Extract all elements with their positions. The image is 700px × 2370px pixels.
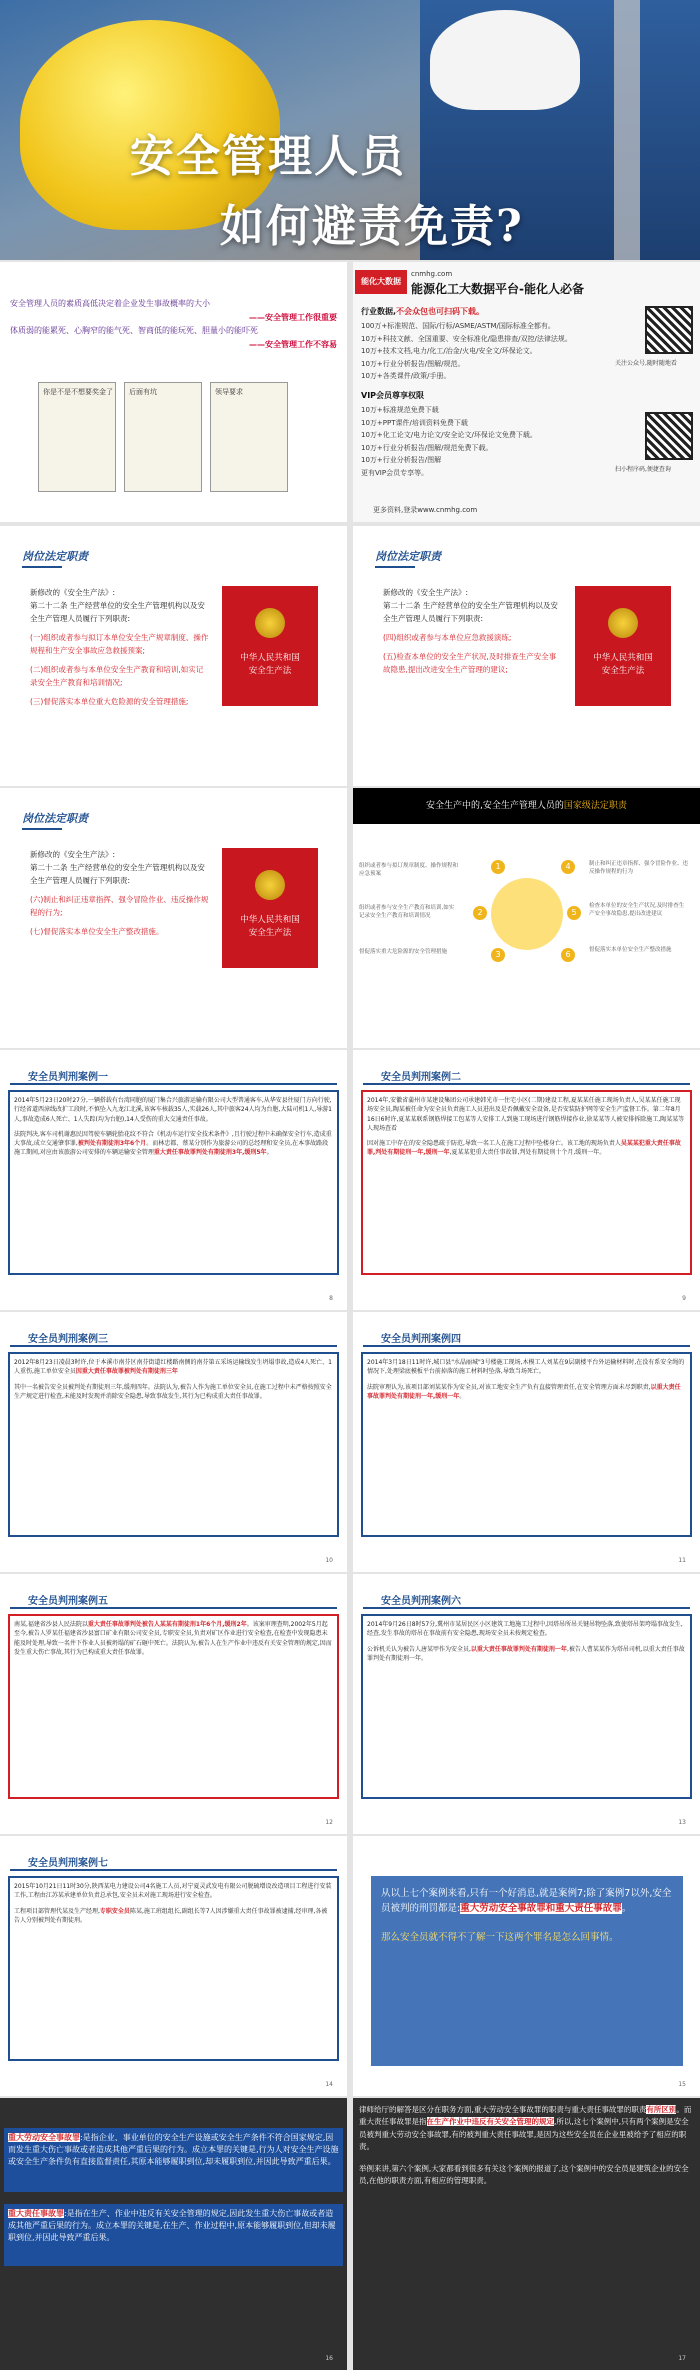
- case-highlight: 因重大责任事故罪被判处有期徒刑三年: [75, 1368, 178, 1376]
- case-title: 安全员判刑案例五: [28, 1596, 108, 1607]
- law-book-cover: [575, 586, 671, 706]
- case-highlight: 吴某某犯重大责任事故罪,判处有期徒刑一年,缓刑一年: [367, 1140, 681, 1157]
- crime-name: 重大责任事故罪: [8, 2209, 64, 2218]
- case-text-box: [8, 1090, 339, 1275]
- ad-list-1: [361, 320, 572, 383]
- title-underline: [375, 566, 415, 568]
- ad-list-item: 10万+科技文献、全国重要、安全标准化/隐患排查/双控/法律法规。: [361, 334, 572, 343]
- intro-line-2: 体质弱的能累死、心胸窄的能气死、智商低的能玩死、胆量小的能吓死: [10, 326, 258, 335]
- book-title-line: 安全生产法: [601, 666, 645, 676]
- case-text-box: [8, 1614, 339, 1799]
- case-paragraph: 。: [266, 1149, 273, 1157]
- slide-case-1: [0, 1050, 347, 1310]
- law-book-cover: [222, 848, 318, 968]
- slide-case-2: [353, 1050, 700, 1310]
- case-highlight: 以重大责任事故罪判处有期徒刑一年: [470, 1645, 567, 1653]
- definition-box-2: [4, 2204, 343, 2266]
- case-paragraph: 法院判决,客车司机谢惠民因驾驶车辆轮胎花纹不符合《机动车运行安全技术条件》,且行驶过程中未确保安全行车,造成重大事故,成立交通肇事罪,: [14, 1130, 332, 1148]
- ad-list-item: 10万+各类课件/政策/手册。: [361, 372, 451, 380]
- page-number: 16: [325, 2355, 333, 2362]
- case-highlight: 以重大责任事故罪判处有期徒刑一年,缓刑一年: [367, 1383, 681, 1400]
- ad-section-1-emphasis: 不会众包也可扫码下载。: [396, 307, 485, 316]
- slide-title: 岗位法定职责: [22, 550, 88, 563]
- case-paragraph: 公诉机关认为被告人唐某甲作为安全员,: [367, 1645, 471, 1653]
- book-title-line: 中华人民共和国: [240, 653, 300, 663]
- ad-section-1-label: 行业数据,: [361, 307, 397, 316]
- slide-case-3: [0, 1312, 347, 1572]
- law-article: 第二十二条 生产经营单位的安全生产管理机构以及安全生产管理人员履行下列职责:: [30, 863, 205, 885]
- ad-list-item: 10万+行业分析报告/图解/规范。: [361, 359, 465, 368]
- title-underline: [10, 1607, 337, 1609]
- slide-duty-2: [353, 526, 700, 786]
- cartoon-panel: [210, 382, 288, 492]
- slide-lawyer-answer: [353, 2098, 700, 2370]
- case-title: 安全员判刑案例一: [28, 1072, 108, 1083]
- case-paragraph: ,夏某某犯重大责任事故罪,判处有期徒刑十个月,缓刑一年。: [449, 1149, 606, 1157]
- case-title: 安全员判刑案例七: [28, 1858, 108, 1869]
- title-underline: [10, 1083, 337, 1085]
- answer-paragraph: ,所以,这七个案例中,只有两个案例是安全员被判重大劳动安全事故罪,有的被判重大责任事故罪,是因为这些安全员在企业里被给予了相应的职责。: [359, 2117, 689, 2151]
- case-title: 安全员判刑案例四: [381, 1334, 461, 1345]
- case-text-box: [361, 1352, 692, 1537]
- case-title: 安全员判刑案例三: [28, 1334, 108, 1345]
- hero-title-1: 安全管理人员: [130, 131, 406, 182]
- diagram-header-highlight: 国家级法定职责: [563, 801, 627, 811]
- slide-duty-1: [0, 526, 347, 786]
- cartoon-caption: 后面有坑: [129, 388, 157, 396]
- national-emblem-icon: [255, 608, 285, 638]
- law-text: [30, 586, 210, 708]
- cartoon-panel: [124, 382, 202, 492]
- page-number: 12: [325, 1819, 333, 1826]
- ad-list-item: 10万+技术文档,电力/化工/冶金/火电/安全文/环保论文。: [361, 347, 537, 355]
- cartoon-panel: [38, 382, 116, 492]
- ad-section-1: [361, 306, 484, 317]
- slide-ad: [353, 262, 700, 522]
- book-title-line: 安全生产法: [248, 666, 292, 676]
- case-paragraph: 法院审理认为,该项目部刘某某作为安全员,对该工地安全生产负有直接管理责任,在安全管理方面未尽到职责,: [367, 1383, 651, 1391]
- case-paragraph: 。该案审理查明,2002年5月起至今,被告人罗某任福建省沙县富口矿业有限公司安全员,专职安全员,负责对矿区作业进行安全检查,在检查中发现隐患未能及时处理,导致一名井下作业人员被坍塌的矿石砸中死亡。法院认为,被告人在生产作业中违反有关安全管理的规定,因而发生重大伤亡事故,其行为已构成重大责任事故罪。: [14, 1621, 332, 1656]
- answer-text: [359, 2104, 694, 2188]
- slide-summary: [353, 1836, 700, 2096]
- diagram-header-bar: [353, 788, 700, 824]
- ad-list-item: 10万+行业分析报告/图解/规范免费下载。: [361, 443, 493, 452]
- case-paragraph: 工程项目部管理代某及生产经理,: [14, 1907, 100, 1915]
- title-underline: [10, 1869, 337, 1871]
- qr-caption-1: 关注公众号,随时随地看: [615, 360, 677, 367]
- ad-list-2: [361, 404, 537, 479]
- diagram-item: 组织或者参与拟订规章制度、操作规程和应急预案: [359, 863, 459, 877]
- diagram-item: 组织或者参与安全生产教育和培训,如实记录安全生产教育和培训情况: [359, 905, 455, 919]
- page-number: 15: [678, 2081, 686, 2088]
- crime-definition: :是指企业、事业单位的安全生产设施或安全生产条件不符合国家规定,因而发生重大伤亡事故或者造成其他严重后果的行为。成立本罪的关键是,行为人对安全生产设施或安全生产条件负有直接监督责任,其原本能够履职到位,却未履职到位,并因此导致严重后果。: [8, 2133, 339, 2166]
- slide-case-5: [0, 1574, 347, 1834]
- qr-code-icon[interactable]: [645, 412, 693, 460]
- slide-duty-3: [0, 788, 347, 1048]
- law-article: 第二十二条 生产经营单位的安全生产管理机构以及安全生产管理人员履行下列职责:: [30, 601, 205, 623]
- case-paragraph: 陈某,施工班组组长,副组长等7人因涉嫌重大责任事故罪被逮捕,经审理,各被告人分别被判处有期徒刑。: [14, 1907, 328, 1924]
- law-article: 第二十二条 生产经营单位的安全生产管理机构以及安全生产管理人员履行下列职责:: [383, 601, 558, 623]
- law-intro: 新修改的《安全生产法》:: [30, 588, 116, 597]
- white-helmet-image: [430, 10, 580, 110]
- case-paragraph: 南某,福建省沙县人民法院以: [14, 1621, 88, 1628]
- case-paragraph: 。而林忠都、蔡某分别作为旅游公司的总经理和安全员,在本事故路段施工期间,对应由该旅游公司安排的车辆运输安全管理: [14, 1140, 329, 1157]
- number-badge: 5: [567, 906, 581, 920]
- case-title: 安全员判刑案例二: [381, 1072, 461, 1083]
- law-text: [30, 848, 210, 938]
- intro-quote-1: ——安全管理工作很重要: [249, 313, 337, 322]
- book-title-line: 安全生产法: [248, 928, 292, 938]
- answer-highlight: 有所区别: [646, 2105, 677, 2114]
- number-badge: 1: [491, 860, 505, 874]
- case-paragraph: 2014年3月18日11时许,城口县"水晶丽城"3号楼施工现场,木模工人刘某在9层副楼平台外运输材料时,在没有系安全绳的情况下,处理梁底模板平台前掉落的施工材料时坠落,导致当场死亡。: [367, 1359, 685, 1376]
- title-underline: [22, 828, 62, 830]
- ad-list-item: 10万+化工论文/电力论文/安全论文/环保论文免费下载。: [361, 431, 537, 439]
- ad-headline: 能源化工大数据平台-能化人必备: [411, 282, 584, 296]
- brand-domain: cnmhg.com: [411, 270, 453, 278]
- case-text-box: [361, 1614, 692, 1799]
- qr-caption-2: 扫小程序码,便捷查询: [615, 466, 671, 473]
- slide-case-4: [353, 1312, 700, 1572]
- law-item: (二)组织或者参与本单位安全生产教育和培训,如实记录安全生产教育和培训情况;: [30, 665, 204, 687]
- page-number: 10: [325, 1557, 333, 1564]
- slide-intro: [0, 262, 347, 522]
- page-number: 11: [678, 1557, 686, 1564]
- ad-list-item: 10万+标准规范免费下载: [361, 406, 439, 414]
- hero-title-2: 如何避责免责?: [220, 201, 524, 252]
- national-emblem-icon: [608, 608, 638, 638]
- intro-quote-2: ——安全管理工作不容易: [249, 340, 337, 349]
- case-paragraph: 因对施工中存在的安全隐患疏于防范,导致一名工人在施工过程中坠楼身亡。该工地的现场负责人: [367, 1140, 621, 1148]
- intro-line-1: 安全管理人员的素质高低决定着企业发生事故概率的大小: [10, 299, 210, 308]
- number-badge: 6: [561, 948, 575, 962]
- case-paragraph: 2014年5月23日20时27分,一辆搭载有台湾同胞的厦门集合兴旅游运输有限公司大型普通客车,从华安县往厦门方向行驶,行经省道西漳线改扩工段时,不慎坠入九龙江北溪,该客车核载35人,实载26人,其中旅客24人均为台胞,大陆司机1人,导游1人,事故造成6人死亡、1人失踪(均为台胞),14人受伤的重大交通责任事故。: [14, 1097, 332, 1123]
- book-title-line: 中华人民共和国: [593, 653, 653, 663]
- diagram-item: 检查本单位的安全生产状况,及时排查生产安全事故隐患,提出改进建议: [589, 903, 685, 917]
- case-text-box: [361, 1090, 692, 1275]
- page-number: 9: [682, 1295, 686, 1302]
- summary-question: 那么安全员就不得不了解一下这两个罪名是怎么回事情。: [381, 1932, 619, 1943]
- ad-more-link[interactable]: 更多资料,登录www.cnmhg.com: [373, 506, 478, 514]
- number-badge: 3: [491, 948, 505, 962]
- case-paragraph: 其中一名被告安全员被判处有期徒刑三年,缓刑四年。法院认为,被告人作为施工单位安全员,在施工过程中未严格按照安全生产规定进行检查,未能及时发现并消除安全隐患,导致事故发生,其行为已构成重大责任事故罪。: [14, 1383, 332, 1400]
- definition-box-1: [4, 2128, 343, 2192]
- case-title: 安全员判刑案例六: [381, 1596, 461, 1607]
- cartoon-illustration: [38, 382, 288, 492]
- number-badge: 4: [561, 860, 575, 874]
- law-item: (六)制止和纠正违章指挥、强令冒险作业、违反操作规程的行为;: [30, 895, 209, 917]
- answer-paragraph: 举例来讲,第六个案例,大家都看到很多有关这个案例的报道了,这个案例中的安全员是建筑企业的安全员,在他的职责方面,有相应的管理职责。: [359, 2164, 689, 2186]
- page-number: 17: [678, 2355, 686, 2362]
- crime-name: 重大劳动安全事故罪: [8, 2133, 80, 2142]
- case-text-box: [8, 1352, 339, 1537]
- answer-highlight: 在生产作业中违反有关安全管理的规定: [426, 2117, 554, 2127]
- ad-section-2: VIP会员尊享权限: [361, 391, 425, 400]
- law-intro: 新修改的《安全生产法》:: [30, 850, 116, 859]
- title-underline: [363, 1607, 690, 1609]
- law-book-cover: [222, 586, 318, 706]
- case-highlight: 专职安全员: [99, 1907, 130, 1915]
- ad-list-item: 10万+PPT课件/培训资料免费下载: [361, 418, 468, 427]
- case-paragraph: ,被告人曹某某作为塔吊司机,以重大责任事故罪判处有期徒刑一年。: [367, 1645, 685, 1662]
- ad-list-item: 更有VIP会员专享等。: [361, 468, 429, 477]
- page-number: 13: [678, 1819, 686, 1826]
- title-underline: [363, 1083, 690, 1085]
- slide-duty-diagram: [353, 788, 700, 1048]
- slide-title: 岗位法定职责: [22, 812, 88, 825]
- reflective-stripe: [614, 0, 640, 260]
- qr-code-icon[interactable]: [645, 306, 693, 354]
- case-paragraph: 2012年8月23日凌晨3时许,位于本溪市南芬区南芬街道红楼路南侧的南芬第五采场运输线发生坍塌事故,造成4人死亡、1人重伤,施工单位安全员: [14, 1359, 332, 1376]
- case-text-box: [8, 1876, 339, 2061]
- summary-text: 。: [621, 1903, 632, 1914]
- diagram-item: 督促落实重大危险源的安全管理措施: [359, 949, 448, 955]
- number-badge: 2: [473, 906, 487, 920]
- law-item: (三)督促落实本单位重大危险源的安全管理措施;: [30, 697, 189, 706]
- title-underline: [363, 1345, 690, 1347]
- diagram-item: 督促落实本单位安全生产整改措施: [589, 947, 672, 953]
- law-item: (一)组织或者参与拟订本单位安全生产规章制度、操作规程和生产安全事故应急救援预案;: [30, 633, 209, 655]
- slide-title: 岗位法定职责: [375, 550, 441, 563]
- slide-crime-definitions: [0, 2098, 347, 2370]
- case-paragraph: 2014年9月26日8时57分,冀州市某居民区小区建筑工地施工过程中,因塔吊所吊关键吊物坠落,致使塔吊架垮塌事故发生,经查,发生事故的塔吊在事故前有安全隐患,现场安全员未按规定检查。: [367, 1621, 683, 1638]
- title-underline: [10, 1345, 337, 1347]
- case-paragraph: 2014年,安徽省蒲州市某建设集团公司承建韩光市一住宅小区(二期)建设工程,夏某某任施工现场负责人,吴某某任施工现场安全员,陶某被任命为安全员负责施工人员进出及是否佩戴安全设备,是否安装防护网等安全生产监督工作。第二年8月16日6时许,夏某某联系钢筋焊接工包某等人安排工人到施工现场进行钢筋焊接作业,徐某某等人被安排拆除施工,陶某某等人现场查看: [367, 1097, 685, 1132]
- law-text: [383, 586, 563, 676]
- title-underline: [22, 566, 62, 568]
- ad-list-item: 100万+标准规范、国际/行标/ASME/ASTM/国际标准全都有。: [361, 322, 555, 330]
- center-people-icon: [491, 878, 563, 950]
- book-title-line: 中华人民共和国: [240, 915, 300, 925]
- summary-text: 从以上七个案例来看,只有一个好消息,就是案例7;除了案例7以外,安全员被判的刑罚都是:: [381, 1888, 672, 1914]
- law-item: (四)组织或者参与本单位应急救援演练;: [383, 633, 512, 642]
- diagram-item: 制止和纠正违章指挥、强令冒险作业、违反操作规程的行为: [589, 861, 689, 875]
- hero-banner: [0, 0, 700, 260]
- case-highlight: 重大责任事故罪判处有期徒刑3年,缓刑5年: [153, 1149, 267, 1157]
- cartoon-caption: 你是不是不想要奖金了: [43, 388, 113, 396]
- law-item: (七)督促落实本单位安全生产整改措施。: [30, 927, 164, 936]
- crime-definition: :是指在生产、作业中违反有关安全管理的规定,因此发生重大伤亡事故或者造成其他严重后果的行为。成立本罪的关键是,在生产、作业过程中,原本能够履职到位,但却未履职到位,并因此导致严重后果。: [8, 2209, 336, 2242]
- ad-list-item: 10万+行业分析报告/图解: [361, 456, 442, 464]
- answer-paragraph: 。而重大责任事故罪是指: [359, 2105, 692, 2127]
- answer-paragraph: 律师给厅的解答是区分在职务方面,重大劳动安全事故罪的职责与重大责任事故罪的职责: [359, 2105, 647, 2114]
- case-paragraph: 。: [459, 1392, 466, 1400]
- law-item: (五)检查本单位的安全生产状况,及时排查生产安全事故隐患,提出改进安全生产管理的建议;: [383, 652, 557, 674]
- law-intro: 新修改的《安全生产法》:: [383, 588, 469, 597]
- case-paragraph: 2015年10月21日11时30分,陕西某电力建设公司4名施工人员,对宁夏灵武发电有限公司脱硫增设改造项目工程进行安装工作,工程由江苏某承建单位负责总承包,安全员未对施工现场进行安全检查。: [14, 1883, 332, 1900]
- slide-case-6: [353, 1574, 700, 1834]
- page-number: 14: [325, 2081, 333, 2088]
- page-number: 8: [329, 1295, 333, 1302]
- cartoon-caption: 领导要求: [215, 388, 243, 396]
- summary-highlight: 重大劳动安全事故罪和重大责任事故罪: [460, 1903, 622, 1914]
- summary-box: [371, 1876, 683, 2066]
- brand-logo: 能化大数据: [355, 270, 407, 294]
- national-emblem-icon: [255, 870, 285, 900]
- diagram-header-text: 安全生产中的,安全生产管理人员的: [426, 801, 564, 811]
- case-highlight: 重大责任事故罪判处被告人某某有期徒刑1年6个月,缓刑2年: [87, 1621, 247, 1628]
- slide-case-7: [0, 1836, 347, 2096]
- case-highlight: 被判处有期徒刑3年6个月: [77, 1140, 147, 1148]
